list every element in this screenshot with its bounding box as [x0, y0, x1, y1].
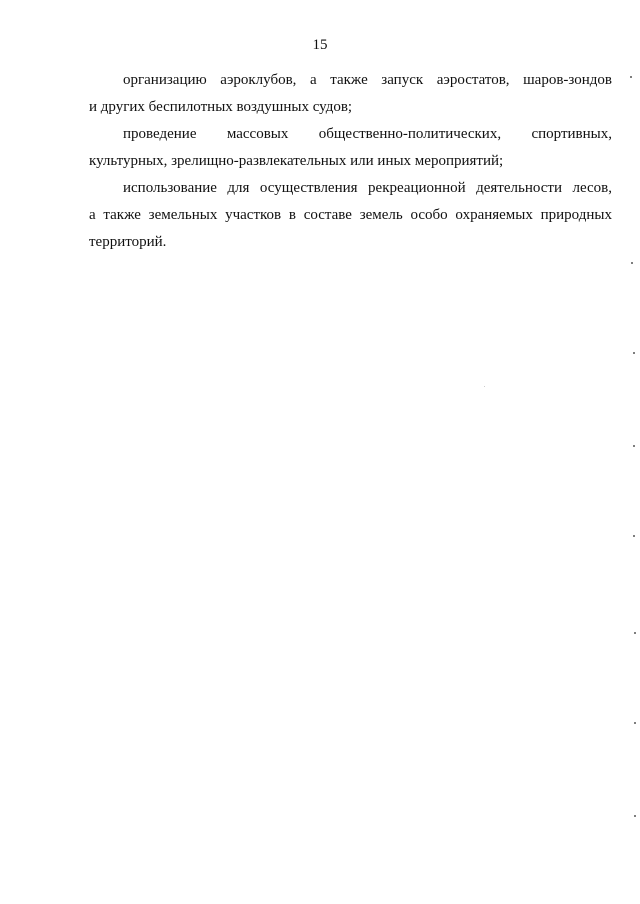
paragraph-line: и других беспилотных воздушных судов;	[89, 99, 353, 115]
paragraph-line: использование для осуществления рекреационной деятельности лесов,	[123, 180, 612, 196]
page-number: 15	[312, 37, 328, 53]
scan-speck	[633, 352, 635, 354]
scan-speck	[630, 76, 632, 78]
word: спортивных,	[531, 126, 612, 142]
scan-speck	[631, 262, 633, 264]
scan-speck	[633, 535, 635, 537]
document-body	[89, 67, 612, 256]
scan-speck	[634, 722, 636, 724]
word: общественно-политических,	[318, 126, 502, 142]
word: проведение	[123, 126, 197, 142]
paragraph-line: культурных, зрелищно-развлекательных или иных мероприятий;	[89, 153, 504, 169]
paragraph-events	[89, 121, 612, 175]
paragraph-recreation	[89, 175, 612, 256]
scan-speck	[634, 632, 636, 634]
paragraph-aeroclubs	[89, 67, 612, 121]
paragraph-line	[89, 121, 612, 148]
paragraph-line: территорий.	[89, 234, 167, 250]
scan-speck	[484, 386, 485, 387]
word: массовых	[226, 126, 289, 142]
scan-speck	[634, 815, 636, 817]
paragraph-line: организацию аэроклубов, а также запуск аэростатов, шаров-зондов	[123, 72, 612, 88]
scan-speck	[633, 445, 635, 447]
paragraph-line: а также земельных участков в составе земель особо охраняемых природных	[89, 207, 612, 223]
